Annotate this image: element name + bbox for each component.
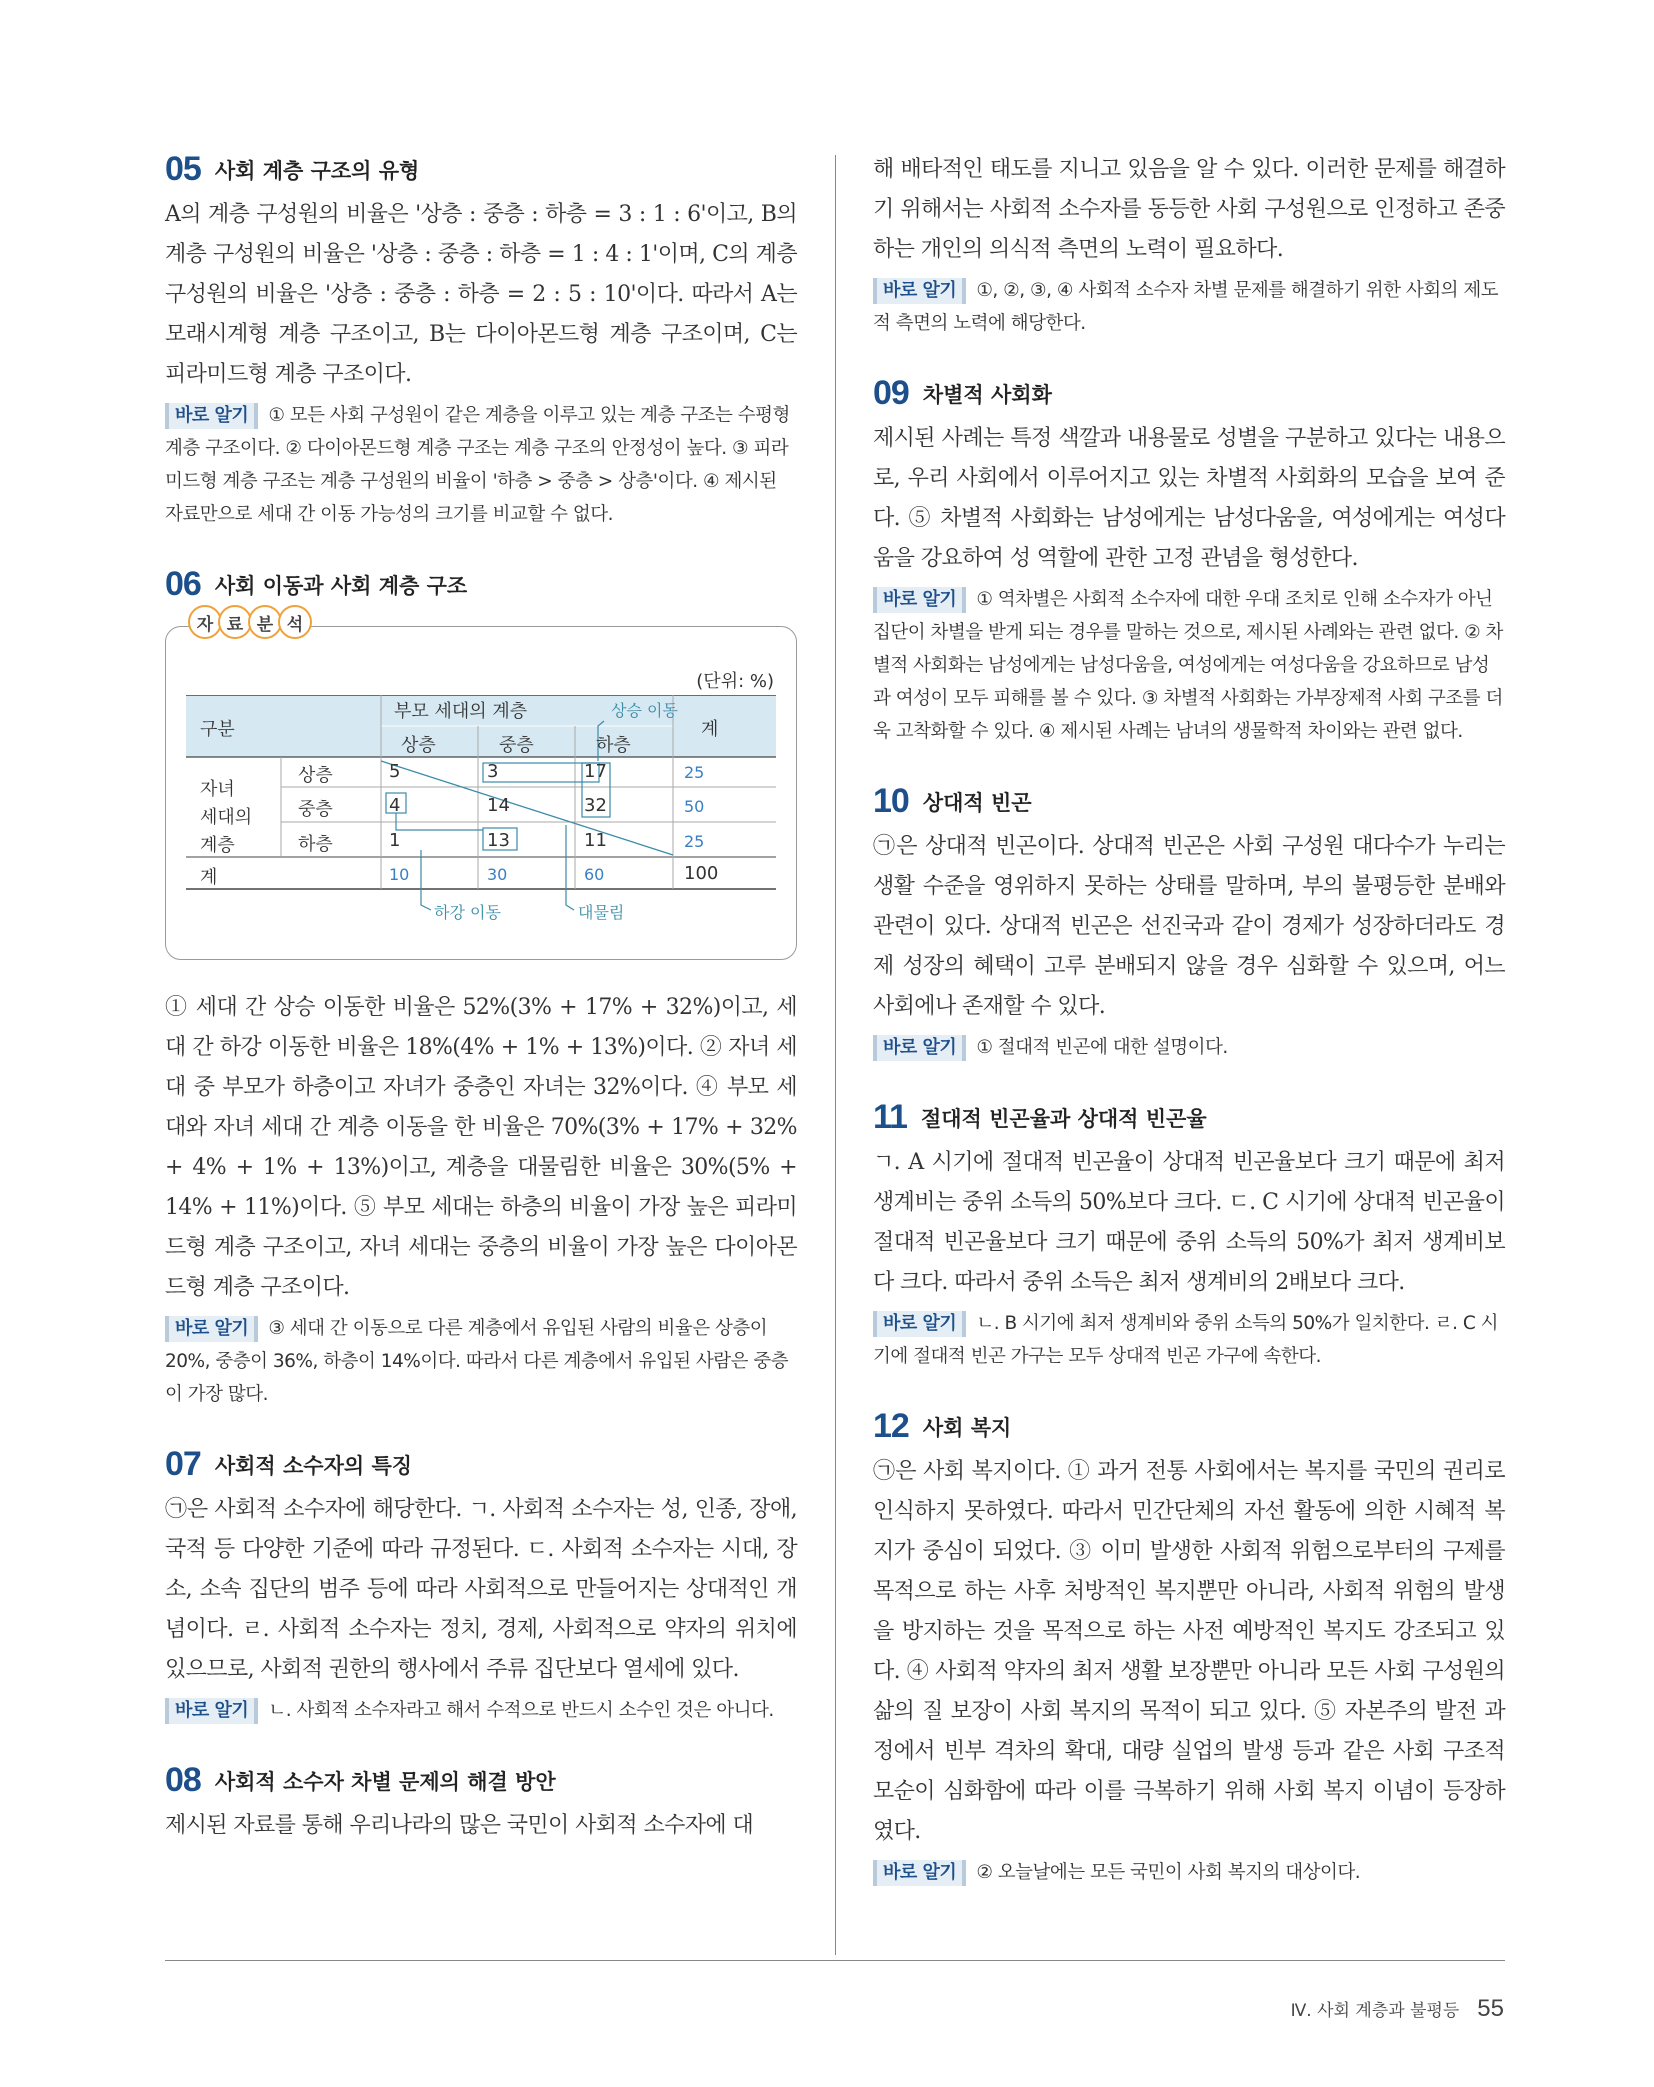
header-middle: 중층: [499, 735, 534, 756]
correction-note: [165, 399, 797, 531]
header-total: 계: [701, 719, 719, 740]
correction-note: [165, 1694, 797, 1727]
correction-tag: 바로 알기: [165, 403, 258, 429]
question-number: 06: [165, 565, 201, 603]
question-number: 05: [165, 150, 201, 188]
unit-label: (단위: %): [696, 671, 774, 692]
row-total: 계: [200, 867, 218, 888]
question-title: 사회적 소수자의 특징: [214, 1453, 413, 1478]
correction-text: ① 모든 사회 구성원이 같은 계층을 이루고 있는 계층 구조는 수평형 계층 구조이다. ② 다이아몬드형 계층 구조는 계층 구조의 안정성이 높다. ③ 피라미드형 계층 구조는 계층 구성원의 비율이 '하층 > 중층 > 상층'이다. ④ 제시된 자료만으로 세대 간 이동 가능성의 크기를 비교할 수 없다.: [165, 405, 790, 525]
explanation-text: A의 계층 구성원의 비율은 '상층 : 중층 : 하층 = 3 : 1 : 6'이고, B의 계층 구성원의 비율은 '상층 : 중층 : 하층 = 1 : 4 : 1'이며, C의 계층 구성원의 비율은 '상층 : 중층 : 하층 = 2 : 5 : 10'이다. 따라서 A는 모래시계형 계층 구조이고, B는 다이아몬드형 계층 구조이며, C는 피라미드형 계층 구조이다.: [165, 202, 797, 387]
correction-text: ㄴ. 사회적 소수자라고 해서 수적으로 반드시 소수인 것은 아니다.: [268, 1700, 774, 1721]
cell-middle-middle: 14: [487, 795, 510, 816]
cell-lower-upper: 1: [389, 830, 401, 851]
correction-text: ③ 세대 간 이동으로 다른 계층에서 유입된 사람의 비율은 상층이 20%, 중층이 36%, 하층이 14%이다. 따라서 다른 계층에서 유입된 사람은 중층이 가장 많다.: [165, 1318, 789, 1405]
correction-note: [873, 274, 1505, 340]
explanation-text: 제시된 자료를 통해 우리나라의 많은 국민이 사회적 소수자에 대: [165, 1813, 754, 1838]
cell-upper-total: 25: [684, 763, 705, 782]
row-upper: 상층: [298, 765, 333, 786]
correction-text: ㄴ. B 시기에 최저 생계비와 중위 소득의 50%가 일치한다. ㄹ. C 시기에 절대적 빈곤 가구는 모두 상대적 빈곤 가구에 속한다.: [873, 1313, 1499, 1367]
correction-tag: 바로 알기: [165, 1698, 258, 1724]
col-total-lower: 60: [584, 865, 605, 884]
question-number: 07: [165, 1445, 201, 1483]
explanation-text: ㉠은 사회 복지이다. ① 과거 전통 사회에서는 복지를 국민의 권리로 인식하지 못하였다. 따라서 민간단체의 자선 활동에 의한 시혜적 복지가 중심이 되었다. ③ 이미 발생한 사회적 위험으로부터의 구제를 목적으로 하는 사후 처방적인 복지뿐만 아니라, 사회적 위험의 발생을 방지하는 것을 목적으로 하는 사전 예방적인 복지도 강조되고 있다. ④ 사회적 약자의 최저 생활 보장뿐만 아니라 모든 사회 구성원의 삶의 질 보장이 사회 복지의 목적이 되고 있다. ⑤ 자본주의 발전 과정에서 빈부 격차의 확대, 대량 실업의 발생 등과 같은 사회 구조적 모순이 심화함에 따라 이를 극복하기 위해 사회 복지 이념이 등장하였다.: [873, 1459, 1505, 1844]
question-10: [873, 782, 1505, 1064]
cell-middle-upper: 4: [389, 795, 401, 816]
question-title: 차별적 사회화: [922, 382, 1052, 407]
question-05: [165, 150, 797, 531]
correction-tag: 바로 알기: [873, 1860, 966, 1886]
correction-text: ② 오늘날에는 모든 국민이 사회 복지의 대상이다.: [976, 1862, 1361, 1883]
correction-tag: 바로 알기: [873, 1311, 966, 1337]
footer-section: Ⅳ. 사회 계층과 불평등: [1290, 2001, 1460, 2021]
cell-lower-middle: 13: [487, 830, 510, 851]
question-06: [165, 565, 797, 1411]
explanation-text: 제시된 사례는 특정 색깔과 내용물로 성별을 구분하고 있다는 내용으로, 우리 사회에서 이루어지고 있는 차별적 사회화의 모습을 보여 준다. ⑤ 차별적 사회화는 남성에게는 남성다움을, 여성에게는 여성다움을 강요하여 성 역할에 관한 고정 관념을 형성한다.: [873, 426, 1505, 571]
header-upper: 상층: [401, 735, 436, 756]
explanation-text: ㄱ. A 시기에 절대적 빈곤율이 상대적 빈곤율보다 크기 때문에 최저 생계비는 중위 소득의 50%보다 크다. ㄷ. C 시기에 상대적 빈곤율이 절대적 빈곤율보다 크기 때문에 중위 소득의 50%가 최저 생계비보다 크다. 따라서 중위 소득은 최저 생계비의 2배보다 크다.: [873, 1150, 1505, 1295]
mobility-table: [186, 695, 776, 922]
column-divider: [835, 155, 836, 1955]
header-lower: 하층: [596, 735, 631, 756]
row-group-3: 계층: [200, 835, 235, 856]
row-group-1: 자녀: [200, 779, 235, 800]
question-number: 09: [873, 374, 909, 412]
question-09: [873, 374, 1505, 748]
page-number: 55: [1477, 1995, 1504, 2022]
question-number: 10: [873, 782, 909, 820]
cell-upper-lower: 17: [584, 761, 607, 782]
col-total-upper: 10: [389, 865, 410, 884]
anno-inheritance: 대물림: [578, 903, 625, 922]
question-title: 사회 계층 구조의 유형: [214, 158, 420, 183]
correction-text: ① 역차별은 사회적 소수자에 대한 우대 조치로 인해 소수자가 아닌 집단이 차별을 받게 되는 경우를 말하는 것으로, 제시된 사례와는 관련 없다. ② 차별적 사회화는 남성에게는 남성다움을, 여성에게는 여성다움을 강요하므로 남성과 여성이 모두 피해를 볼 수 있다. ③ 차별적 사회화는 가부장제적 사회 구조를 더욱 고착화할 수 있다. ④ 제시된 사례는 남녀의 생물학적 차이와는 관련 없다.: [873, 589, 1503, 742]
page-footer: [1291, 1995, 1504, 2023]
cell-upper-middle: 3: [487, 761, 499, 782]
correction-note: [165, 1312, 797, 1411]
correction-text: ①, ②, ③, ④ 사회적 소수자 차별 문제를 해결하기 위한 사회의 제도적 측면의 노력에 해당한다.: [873, 280, 1499, 334]
explanation-text: ㉠은 사회적 소수자에 해당한다. ㄱ. 사회적 소수자는 성, 인종, 장애, 국적 등 다양한 기준에 따라 규정된다. ㄷ. 사회적 소수자는 시대, 장소, 소속 집단의 범주 등에 따라 사회적으로 만들어지는 상대적인 개념이다. ㄹ. 사회적 소수자는 정치, 경제, 사회적으로 약자의 위치에 있으므로, 사회적 권한의 행사에서 주류 집단보다 열세에 있다.: [165, 1497, 797, 1682]
question-12: [873, 1407, 1505, 1889]
correction-text: ① 절대적 빈곤에 대한 설명이다.: [976, 1037, 1228, 1058]
question-11: [873, 1098, 1505, 1373]
data-analysis-box: [165, 614, 797, 960]
question-08: [165, 1761, 797, 1846]
row-middle: 중층: [298, 799, 333, 820]
question-title: 상대적 빈곤: [922, 790, 1032, 815]
cell-upper-upper: 5: [389, 761, 401, 782]
cell-middle-lower: 32: [584, 795, 607, 816]
row-lower: 하층: [298, 834, 333, 855]
question-08-continued: [873, 150, 1505, 340]
explanation-text: ㉠은 상대적 빈곤이다. 상대적 빈곤은 사회 구성원 대다수가 누리는 생활 수준을 영위하지 못하는 상태를 말하며, 부의 불평등한 분배와 관련이 있다. 상대적 빈곤은 선진국과 같이 경제가 성장하더라도 경제 성장의 혜택이 고루 분배되지 않을 경우 심화할 수 있으며, 어느 사회에나 존재할 수 있다.: [873, 834, 1505, 1019]
question-title: 절대적 빈곤율과 상대적 빈곤율: [920, 1106, 1207, 1131]
question-title: 사회 이동과 사회 계층 구조: [214, 573, 468, 598]
question-title: 사회 복지: [922, 1415, 1012, 1440]
correction-tag: 바로 알기: [873, 1035, 966, 1061]
data-analysis-label: 자 료 분 석: [188, 605, 308, 639]
correction-tag: 바로 알기: [873, 278, 966, 304]
correction-note: [873, 583, 1505, 748]
anno-downward: 하강 이동: [434, 903, 501, 922]
cell-lower-total: 25: [684, 832, 705, 851]
explanation-text: 해 배타적인 태도를 지니고 있음을 알 수 있다. 이러한 문제를 해결하기 위해서는 사회적 소수자를 동등한 사회 구성원으로 인정하고 존중하는 개인의 의식적 측면의 노력이 필요하다.: [873, 157, 1505, 262]
right-column: [873, 150, 1505, 1923]
left-column: [165, 150, 797, 1880]
correction-note: [873, 1856, 1505, 1889]
question-07: [165, 1445, 797, 1727]
explanation-text: ① 세대 간 상승 이동한 비율은 52%(3% + 17% + 32%)이고, 세대 간 하강 이동한 비율은 18%(4% + 1% + 13%)이다. ② 자녀 세대 중 부모가 하층이고 자녀가 중층인 자녀는 32%이다. ④ 부모 세대와 자녀 세대 간 계층 이동을 한 비율은 70%(3% + 17% + 32% + 4% + 1% + 13%)이고, 계층을 대물림한 비율은 30%(5% + 14% + 11%)이다. ⑤ 부모 세대는 하층의 비율이 가장 높은 피라미드형 계층 구조이고, 자녀 세대는 중층의 비율이 가장 높은 다이아몬드형 계층 구조이다.: [165, 995, 797, 1300]
question-number: 11: [873, 1098, 907, 1136]
correction-note: [873, 1307, 1505, 1373]
cell-lower-lower: 11: [584, 830, 607, 851]
row-group-2: 세대의: [200, 807, 253, 828]
grand-total: 100: [684, 863, 719, 884]
header-parent: 부모 세대의 계층: [394, 701, 528, 722]
anno-upward: 상승 이동: [611, 701, 678, 720]
question-number: 08: [165, 1761, 201, 1799]
question-number: 12: [873, 1407, 909, 1445]
correction-tag: 바로 알기: [165, 1316, 258, 1342]
cell-middle-total: 50: [684, 797, 705, 816]
question-title: 사회적 소수자 차별 문제의 해결 방안: [214, 1769, 556, 1794]
col-total-middle: 30: [487, 865, 508, 884]
header-group: 구분: [200, 719, 235, 740]
correction-note: [873, 1031, 1505, 1064]
correction-tag: 바로 알기: [873, 587, 966, 613]
bottom-rule: [165, 1960, 1505, 1961]
